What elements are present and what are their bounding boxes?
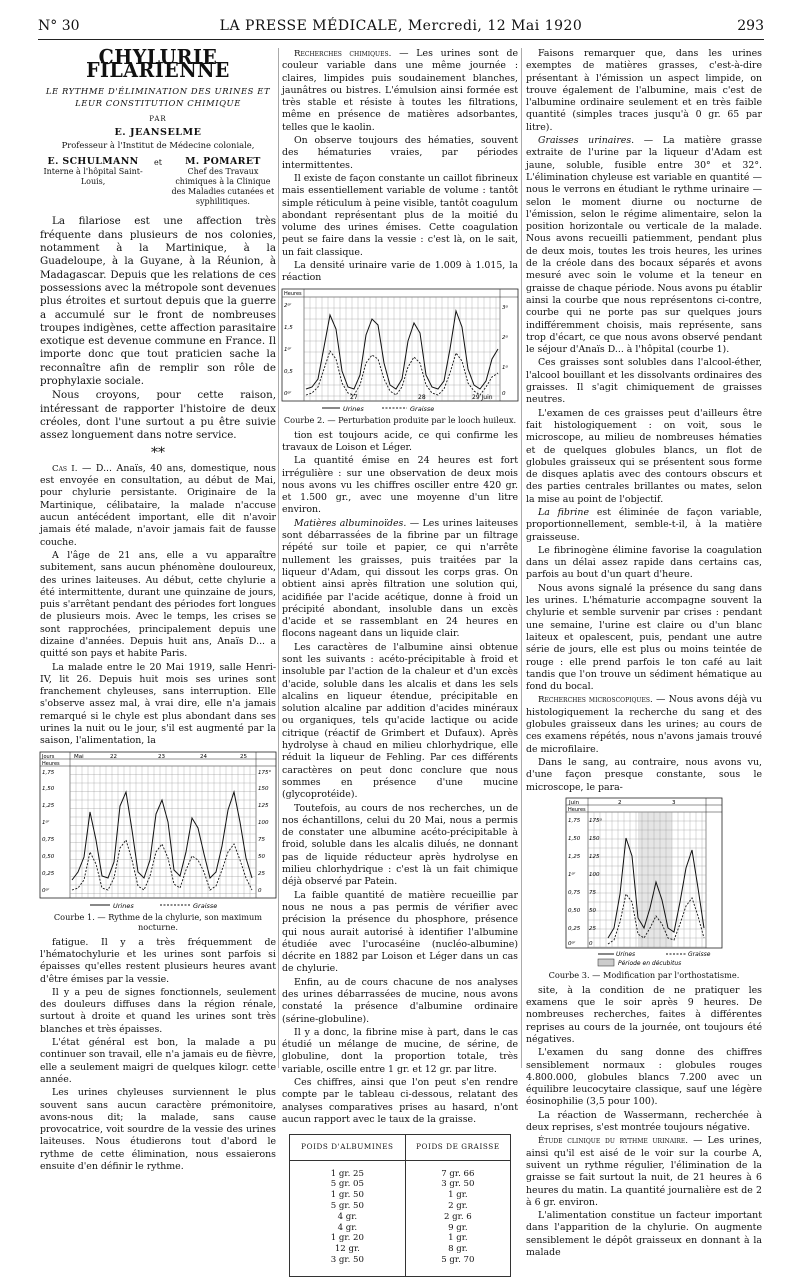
paragraph: Ces chiffres, ainsi que l'on peut s'en rendre compte par le tableau ci-dessous, relatant des analyses comparatives prises au hasard, n'ont aucun rapport avec le taux de la graisse. bbox=[282, 1077, 518, 1125]
y-tick: 0,75 bbox=[568, 889, 581, 896]
y-tick: 50 bbox=[258, 853, 265, 860]
y-tick: 1,50 bbox=[42, 785, 55, 792]
chart-courbe-1 bbox=[40, 752, 276, 910]
albumine-weight-cell: 12 gr. bbox=[290, 1244, 406, 1255]
coauthor-schulmann bbox=[40, 157, 146, 207]
graisse-weight-cell: 3 gr. 50 bbox=[405, 1179, 510, 1190]
section-separator: ** bbox=[151, 444, 165, 461]
table-row bbox=[290, 1223, 511, 1234]
y-tick: 1,50 bbox=[568, 835, 581, 842]
y-tick: 25 bbox=[589, 925, 596, 932]
decubitus-period bbox=[638, 812, 672, 948]
y-tick: 150 bbox=[258, 785, 269, 792]
y-tick: 0,50 bbox=[42, 853, 55, 860]
article-title: CHYLURIE FILARIENNE bbox=[86, 45, 230, 83]
paragraph: Nous avons signalé la présence du sang dans les urines. L'hématurie accompagne souvent la chylurie et semble survenir par crises : pendant une semaine, l'urine est claire ou d'un blanc laiteux et opalescent, puis, pendant une autre série de jours, elle est plus ou moins teintée de rouge : elle prend parfois le ton café au lait tandis que l'on trouve un sédiment hématique au fond du bocal. bbox=[526, 582, 762, 693]
day-label: 22 bbox=[110, 753, 117, 760]
paragraph: La fibrine est éliminée de façon variable, proportionnellement, semble-t-il, à la matière graisseuse. bbox=[526, 506, 762, 543]
section-label: Graisses urinaires. bbox=[538, 135, 635, 147]
coauthor-pomaret bbox=[170, 157, 276, 207]
intro-paragraph: Nous croyons, pour cette raison, intéressant de rapporter l'histoire de deux créoles, dont l'une surtout a pu être suivie assez longuement dans notre service. bbox=[40, 389, 276, 442]
y-tick: 125 bbox=[258, 802, 269, 809]
paragraph: Le fibrinogène élimine favorise la coagulation dans un délai assez rapide dans certains cas, parfois au bout d'un quart d'heure. bbox=[526, 544, 762, 581]
section-label: La fibrine bbox=[538, 506, 589, 518]
y-tick: 0,5 bbox=[284, 368, 293, 375]
paragraph: tion est toujours acide, ce qui confirme les travaux de Loison et Léger. bbox=[282, 429, 518, 453]
series-graisse bbox=[72, 840, 252, 890]
paragraph: L'état général est bon, la malade a pu continuer son travail, elle n'a jamais eu de fièvre, elle a seulement maigri de quelques kilogr. cette année. bbox=[40, 1037, 276, 1085]
table-row bbox=[290, 1255, 511, 1276]
paragraph: Les caractères de l'albumine ainsi obtenue sont les suivants : acéto-précipitable à froid et insoluble par l'action de la chaleur et d'un excès d'acide, soluble dans les alcalis et dans les sels alcalins en liqueur étendue, précipitable en solution alcaline par addition d'acides minéraux ou organiques, tels qu'acide lactique ou acide citrique (réactif de Grimbert et Dufaux). Après hydrolyse à chaud en milieu chlorhydrique, elle réduit la liqueur de Fehling. Par ces différents caractères on peut donc conclure que nous sommes en présence d'une mucine (glycoprotéide). bbox=[282, 641, 518, 801]
paragraph: L'examen du sang donne des chiffres sensiblement normaux : globules rouges 4.800.000, globules blancs 7.200 avec un équilibre leucocytaire classique, sauf une légère éosinophilie (3,5 pour 100). bbox=[526, 1047, 762, 1108]
section-label: Matières albuminoïdes. bbox=[294, 517, 407, 529]
day-label: 25 bbox=[240, 753, 247, 760]
albumine-weight-cell: 1 gr. 50 bbox=[290, 1190, 406, 1201]
y-tick: 125 bbox=[589, 853, 600, 860]
article-subtitle: LE RYTHME D'ÉLIMINATION DES URINES ET LEUR CONSTITUTION CHIMIQUE bbox=[45, 85, 271, 108]
table-header: POIDS D'ALBUMINES bbox=[290, 1135, 406, 1160]
graisse-weight-cell: 2 gr. bbox=[405, 1201, 510, 1212]
series-urines bbox=[306, 311, 498, 389]
y-tick: 0ᵍʳ bbox=[284, 390, 292, 397]
page-number: 293 bbox=[737, 18, 764, 34]
row-label: Heures bbox=[284, 290, 302, 297]
table-row bbox=[290, 1212, 511, 1223]
y-tick: 1,5 bbox=[284, 324, 293, 331]
y-tick: 0 bbox=[502, 390, 506, 397]
by-line: PAR bbox=[149, 114, 167, 123]
chart-grid bbox=[304, 297, 500, 401]
column-rule bbox=[278, 48, 279, 1068]
intro-paragraph: La filariose est une affection très fréquente dans plusieurs de nos colonies, notamment à la Martinique, à la Guadeloupe, à la Guyane, à la Réunion, à Madagascar. Depuis que les relations de ces possessions avec la métropole sont devenues plus étroites et surtout depuis que la guerre a accumulé sur le front de nombreuses troupes indigènes, cette affection parasitaire exotique est devenue commune en France. Il importe donc que tout praticien sache la reconnaître afin de remplir son rôle de prophylaxie sociale. bbox=[40, 215, 276, 388]
paragraph: La densité urinaire varie de 1.009 à 1.015, la réaction bbox=[282, 260, 518, 284]
legend-urines: Urines bbox=[616, 950, 636, 958]
y-tick: 50 bbox=[589, 907, 596, 914]
paragraph: Il y a donc, la fibrine mise à part, dans le cas étudié un mélange de mucine, de sérine, de globuline, dont la proportion totale, très variable, oscille entre 1 gr. et 12 gr. par litre. bbox=[282, 1026, 518, 1075]
paragraph: Graisses urinaires. — La matière grasse extraite de l'urine par la liqueur d'Adam est jaune, soluble, fusible entre 30° et 32°. L'élimination chyleuse est variable en quantité — nous le verrons en étudiant le rythme urinaire — selon le moment diurne ou nocturne de l'émission, selon le régime alimentaire, selon la position horizontale ou verticale de la malade. Nous avons recueilli patiemment, pendant plus de deux mois, toutes les trois heures, les urines de la créole dans des bocaux séparés et avons mesuré avec soin le volume et la teneur en graisse de chaque période. Nous avons pu établir ainsi la courbe que nous représentons ci-contre, courbe qui ne porte pas sur quelques jours indifféremment choisis, mais représente, sans trop d'écart, ce que nous avons observé pendant le séjour d'Anaïs D... à l'hôpital (courbe 1). bbox=[526, 135, 762, 356]
paragraph: Cas I. — D... Anaïs, 40 ans, domestique, nous est envoyée en consultation, au début de Mai, pour chylurie persistante. Originaire de la Martinique, célibataire, la malade n'accuse aucun antécédent important, elle dit n'avoir jamais été malade, n'avoir jamais fait de fausse couche. bbox=[40, 462, 276, 548]
case-label: Cas I. bbox=[52, 463, 78, 474]
y-tick: 1ᵍ bbox=[502, 364, 508, 371]
graisse-weight-cell: 1 gr. bbox=[405, 1190, 510, 1201]
y-tick: 1,75 bbox=[42, 769, 55, 776]
figure-caption: Courbe 2. — Perturbation produite par le looch huileux. bbox=[283, 414, 517, 425]
author-schulmann: E. SCHULMANN bbox=[47, 156, 139, 168]
column-2 bbox=[282, 48, 518, 1277]
day-label: 28 bbox=[418, 393, 426, 401]
y-tick: 1ᵍʳ bbox=[284, 346, 292, 353]
y-tick: 100 bbox=[258, 819, 269, 826]
chart-courbe-3 bbox=[526, 798, 762, 968]
section-label: Recherches chimiques. bbox=[294, 49, 392, 59]
coauthors bbox=[40, 157, 276, 207]
figure-courbe-3 bbox=[526, 798, 762, 980]
paragraph: La faible quantité de matière recueillie par nous ne nous a pas permis de vérifier avec précision la présence du phosphore, présence qui nous aurait autorisé à identifier l'albumine étudiée avec l'urocaséine (nucléo-albumine) décrite en 1882 par Loison et Léger dans un cas de chylurie. bbox=[282, 889, 518, 975]
paragraph: Ces graisses sont solubles dans l'alcool-éther, l'alcool bouillant et les dissolvants ordinaires des graisses. Il s'agit chimiquement de graisses neutres. bbox=[526, 357, 762, 406]
albumine-weight-cell: 3 gr. 50 bbox=[290, 1255, 406, 1276]
figure-courbe-1 bbox=[40, 752, 276, 932]
y-tick: 0 bbox=[258, 887, 262, 894]
y-tick: 75 bbox=[258, 836, 265, 843]
row-label: Jours bbox=[42, 753, 55, 760]
y-tick: 1,25 bbox=[568, 853, 581, 860]
y-tick: 0,75 bbox=[42, 836, 55, 843]
section-label: Recherches microscopiques. bbox=[538, 695, 653, 706]
row-label: Heures bbox=[42, 760, 60, 767]
row-label: Heures bbox=[568, 806, 586, 813]
chart-grid bbox=[70, 766, 256, 898]
legend-urines: Urines bbox=[343, 404, 364, 413]
y-tick: 0 bbox=[589, 940, 593, 947]
day-label: 27 bbox=[350, 393, 358, 401]
paragraph: La quantité émise en 24 heures est fort irrégulière : sur une observation de deux mois nous avons vu les chiffres osciller entre 420 gr. et 1.500 gr., avec une moyenne d'un litre environ. bbox=[282, 455, 518, 516]
y-tick: 0,50 bbox=[568, 907, 581, 914]
albumine-weight-cell: 1 gr. 25 bbox=[290, 1160, 406, 1179]
section-label: Étude clinique du rythme urinaire. bbox=[538, 1136, 689, 1147]
month-label: Juin bbox=[569, 799, 580, 806]
author-pomaret-role: Chef des Travaux chimiques à la Clinique des Maladies cutanées et syphilitiques. bbox=[171, 167, 275, 207]
issue-number: N° 30 bbox=[38, 18, 80, 34]
y-tick: 175° bbox=[258, 769, 272, 776]
author-jeanselme: E. JEANSELME bbox=[114, 126, 202, 138]
table-row bbox=[290, 1179, 511, 1190]
series-urines bbox=[72, 792, 252, 880]
y-tick: 1,25 bbox=[42, 802, 55, 809]
paragraph: L'alimentation constitue un facteur important dans l'apparition de la chylurie. On augmente sensiblement le dépôt graisseux en donnant à la malade bbox=[526, 1210, 762, 1259]
day-label: 3 bbox=[672, 799, 676, 806]
day-label: Mai bbox=[74, 753, 84, 760]
paragraph: Recherches chimiques. — Les urines sont de couleur variable dans une même journée : claires, limpides puis soudainement blanches, jaunâtres ou bistres. L'émulsion ainsi formée est très stable et résiste à toutes les filtrations, même en présence de matières adsorbantes, telles que le kaolin. bbox=[282, 48, 518, 133]
paragraph: Il y a peu de signes fonctionnels, seulement des douleurs diffuses dans la région rénale, surtout à droite et quand les urines sont très blanches et très épaisses. bbox=[40, 986, 276, 1035]
y-tick: 0,25 bbox=[42, 870, 55, 877]
journal-title: LA PRESSE MÉDICALE, Mercredi, 12 Mai 1920 bbox=[219, 18, 583, 34]
y-tick: 0ᵍʳ bbox=[42, 887, 50, 894]
column-3 bbox=[526, 48, 762, 1260]
paragraph: site, à la condition de ne pratiquer les examens que le soir après 9 heures. De nombreuses recherches, faites à différentes reprises au cours de la journée, ont toujours été négatives. bbox=[526, 984, 762, 1045]
legend-graisse: Graisse bbox=[688, 950, 711, 958]
paragraph: L'examen de ces graisses peut d'ailleurs être fait histologiquement : on voit, sous le microscope, au milieu de nombreuses hématies et de quelques globules blancs, un flot de globules graisseux qui se présentent sous forme de disques aplatis avec des contours obscurs et des parties centrales brillantes ou mates, selon la mise au point de l'objectif. bbox=[526, 407, 762, 505]
y-tick: 25 bbox=[258, 870, 265, 877]
y-tick: 1ᵍʳ bbox=[568, 871, 576, 878]
page-header bbox=[38, 18, 764, 40]
paragraph: A l'âge de 21 ans, elle a vu apparaître subitement, sans aucun phénomène douloureux, des urines laiteuses. Au début, cette chylurie a été intermittente, durant une quinzaine de jours, puis s'arrêtant pendant des périodes fort longues de plusieurs mois. Avec le temps, les crises se sont rapprochées, principalement depuis une dizaine d'années. Depuis huit ans, Anaïs D... a quitté son pays et habite Paris. bbox=[40, 549, 276, 660]
figure-courbe-2 bbox=[282, 289, 518, 425]
paragraph: Les urines chyleuses surviennent le plus souvent sans aucun caractère prémonitoire, avons-nous dit; la malade, sans cause provocatrice, voit sourdre de la vessie des urines laiteuses. Nous étudierons tout d'abord le rythme de cette élimination, nous essaierons ensuite d'en définir le rythme. bbox=[40, 1087, 276, 1172]
paragraph: La malade entre le 20 Mai 1919, salle Henri-IV, lit 26. Depuis huit mois ses urines sont franchement chyleuses, sans interruption. Elle s'observe assez mal, à vrai dire, elle n'a jamais remarqué si le chyle est plus abondant dans ses urines la nuit ou le jour, s'il est augmenté par la saison, l'alimentation, la bbox=[40, 661, 276, 747]
y-tick: 175ᵍ bbox=[589, 817, 602, 824]
paragraph: Recherches microscopiques. — Nous avons déjà vu histologiquement la recherche du sang et des globules graisseux dans les urines; au cours de ces examens répétés, nous n'avons jamais trouvé de microfilaire. bbox=[526, 694, 762, 755]
paragraph: On observe toujours des hématies, souvent des hématuries vraies, par périodes intermittentes. bbox=[282, 135, 518, 171]
figure-caption: Courbe 1. — Rythme de la chylurie, son maximum nocturne. bbox=[53, 911, 263, 932]
paragraph: Faisons remarquer que, dans les urines exemptes de matières grasses, c'est-à-dire présentant à l'émission un aspect limpide, on trouve également de l'albumine, mais c'est de l'albumine ordinaire seulement et en très faible quantité (simples traces jusqu'à 0 gr. 65 par litre). bbox=[526, 48, 762, 133]
paragraph: Enfin, au de cours chacune de nos analyses des urines débarrassées de mucine, nous avons constaté la présence d'albumine ordinaire (sérine-globuline). bbox=[282, 976, 518, 1025]
conjunction: et bbox=[154, 158, 162, 168]
albumine-weight-cell: 4 gr. bbox=[290, 1212, 406, 1223]
y-tick: 2ᵍ bbox=[502, 334, 508, 341]
day-label: 23 bbox=[158, 753, 165, 760]
albumine-weight-cell: 4 gr. bbox=[290, 1223, 406, 1234]
table-row bbox=[290, 1244, 511, 1255]
albumine-weight-cell: 1 gr. 20 bbox=[290, 1233, 406, 1244]
graisse-weight-cell: 2 gr. 6 bbox=[405, 1212, 510, 1223]
graisse-weight-cell: 7 gr. 66 bbox=[405, 1160, 510, 1179]
paragraph: Étude clinique du rythme urinaire. — Les urines, ainsi qu'il est aisé de le voir sur la courbe A, suivent un rythme régulier, l'élimination de la graisse se fait surtout la nuit, de 21 heures à 6 heures du matin. La quantité journalière est de 2 à 6 gr. environ. bbox=[526, 1135, 762, 1208]
author-pomaret: M. POMARET bbox=[185, 156, 261, 168]
author-jeanselme-role: Professeur à l'Institut de Médecine coloniale, bbox=[61, 140, 255, 151]
y-tick: 3ᵍ bbox=[502, 304, 508, 311]
table-row bbox=[290, 1190, 511, 1201]
table-row bbox=[290, 1233, 511, 1244]
paragraph: Il existe de façon constante un caillot fibrineux mais essentiellement variable de volume : tantôt simple réticulum à peine visible, tantôt coagulum abondant représentant plus de la moitié du volume des urines émises. Cette coagulation peut se faire dans la vessie : c'est là, on le sait, un fait classique. bbox=[282, 172, 518, 258]
graisse-weight-cell: 5 gr. 70 bbox=[405, 1255, 510, 1276]
y-tick: 75 bbox=[589, 889, 596, 896]
table-header: POIDS DE GRAISSE bbox=[405, 1135, 510, 1160]
table-row bbox=[290, 1201, 511, 1212]
legend-graisse: Graisse bbox=[193, 901, 218, 910]
paragraph: Matières albuminoïdes. — Les urines laiteuses sont débarrassées de la fibrine par un filtrage répété sur toile et papier, ce qui n'arrête nullement les graisses, puis traitées par la liqueur d'Adam, qui dissout les corps gras. On obtient ainsi après filtration une solution qui, acidifiée par l'acide acétique, donne à froid un précipité abondant, insoluble dans un excès d'acide et se rassemblant en 24 heures en flocons nageant dans un liquide clair. bbox=[282, 517, 519, 640]
paragraph: Toutefois, au cours de nos recherches, un de nos échantillons, celui du 20 Mai, nous a permis de constater une albumine acéto-précipitable à froid, soluble dans les alcalis dilués, ne donnant pas de liquide réducteur après hydrolyse en milieu chlorhydrique : c'est là un fait chimique déjà observé par Patein. bbox=[282, 802, 518, 888]
column-1 bbox=[40, 45, 276, 1174]
chart-courbe-2 bbox=[282, 289, 518, 413]
albumine-weight-cell: 5 gr. 05 bbox=[290, 1179, 406, 1190]
y-tick: 100 bbox=[589, 871, 600, 878]
table-row bbox=[290, 1160, 511, 1179]
author-schulmann-role: Interne à l'hôpital Saint-Louis, bbox=[43, 167, 143, 187]
y-tick: 1,75 bbox=[568, 817, 581, 824]
paragraph: La réaction de Wassermann, recherchée à deux reprises, s'est montrée toujours négative. bbox=[526, 1109, 762, 1134]
y-tick: 2ᵍʳ bbox=[284, 302, 292, 309]
graisse-weight-cell: 8 gr. bbox=[405, 1244, 510, 1255]
graisse-weight-cell: 9 gr. bbox=[405, 1223, 510, 1234]
graisse-weight-cell: 1 gr. bbox=[405, 1233, 510, 1244]
day-label: 2 bbox=[618, 799, 622, 806]
legend-urines: Urines bbox=[113, 901, 134, 910]
y-tick: 0,25 bbox=[568, 925, 581, 932]
day-label: 24 bbox=[200, 753, 207, 760]
y-tick: 1ᵍʳ bbox=[42, 819, 50, 826]
y-tick: 150 bbox=[589, 835, 600, 842]
paragraph: Dans le sang, au contraire, nous avons vu, d'une façon presque constante, sous le microscope, le para- bbox=[526, 756, 762, 793]
figure-caption: Courbe 3. — Modification par l'orthostatisme. bbox=[548, 969, 740, 980]
legend-period: Période en décubitus bbox=[618, 959, 682, 967]
albumine-weight-cell: 5 gr. 50 bbox=[290, 1201, 406, 1212]
column-rule bbox=[521, 48, 522, 1068]
weights-table bbox=[289, 1134, 511, 1276]
paragraph: fatigue. Il y a très fréquemment de l'hématochylurie et les urines sont parfois si épaisses qu'elles restent plusieurs heures avant d'être émises par la vessie. bbox=[40, 936, 276, 985]
day-label: 29 Juin bbox=[472, 393, 493, 401]
y-tick: 0ᵍʳ bbox=[568, 940, 576, 947]
legend-graisse: Graisse bbox=[410, 404, 435, 413]
